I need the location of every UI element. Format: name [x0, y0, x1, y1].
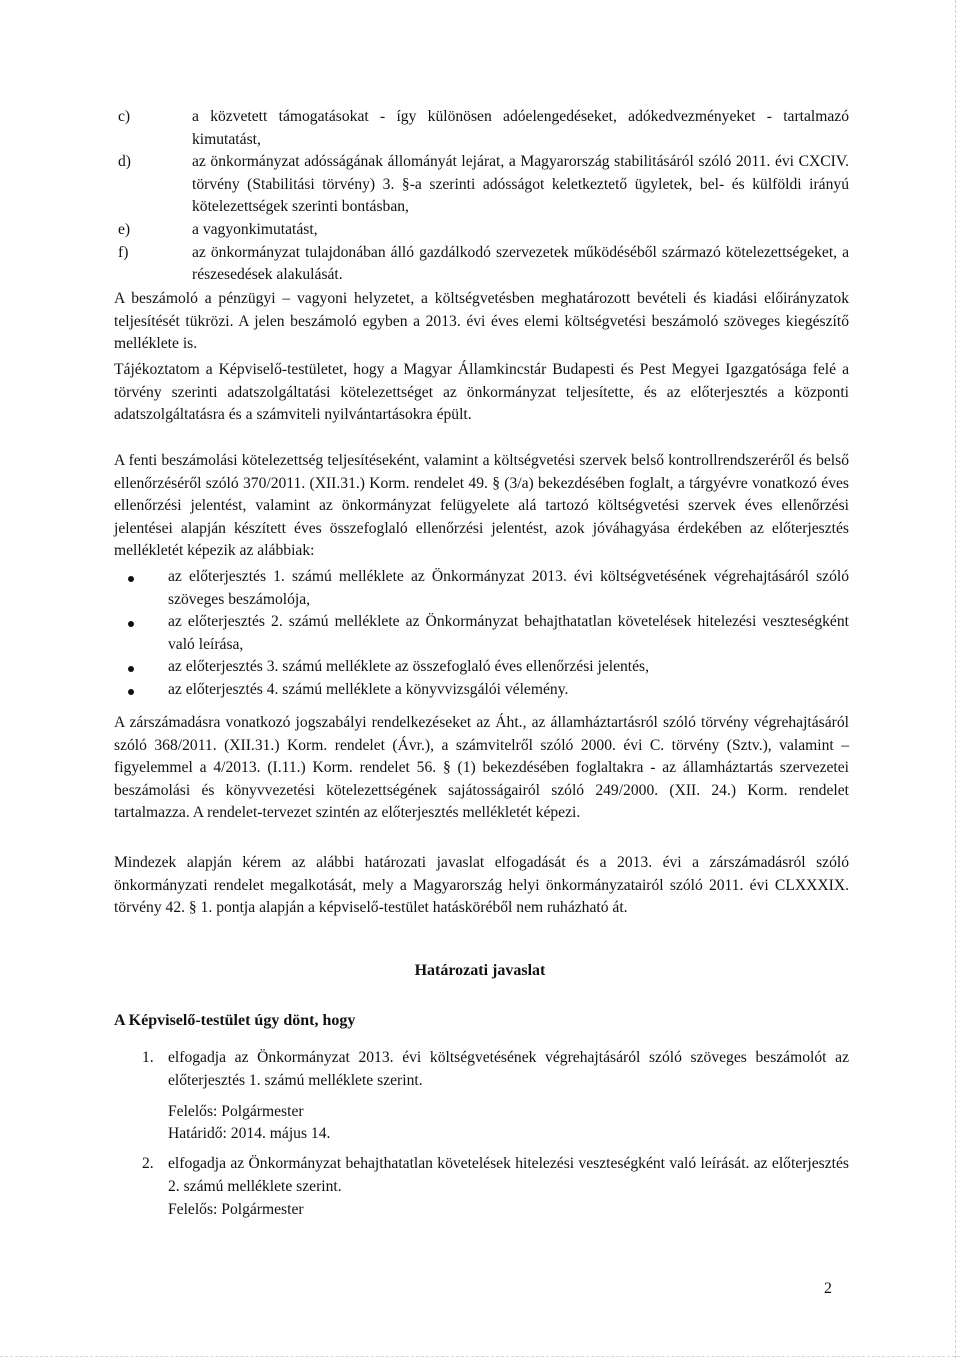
- decision-number: 2.: [142, 1155, 154, 1172]
- bullet-text: az előterjesztés 3. számú melléklete az összefoglaló éves ellenőrzési jelentés,: [168, 658, 650, 676]
- decision-deadline: Határidő: 2014. május 14.: [168, 1125, 331, 1142]
- decision-text: elfogadja az Önkormányzat 2013. évi költségvetésének végrehajtásáról szóló szöveges beszámolót az előterjesztés 1. számú melléklete szerint.: [168, 1049, 849, 1089]
- attachment-list: [114, 566, 849, 702]
- scan-edge-line: [955, 0, 956, 1358]
- list-item: [114, 656, 849, 679]
- decision-responsible: Felelős: Polgármester: [168, 1201, 304, 1218]
- bullet-icon: [128, 576, 134, 582]
- bullet-text: az előterjesztés 1. számú melléklete az Önkormányzat 2013. évi költségvetésének végrehajtásáról szóló szöveges beszámolója,: [168, 568, 849, 608]
- decision-item: [114, 1047, 849, 1092]
- decision-intro: A Képviselő-testület úgy dönt, hogy: [114, 1012, 356, 1029]
- bullet-icon: [128, 666, 134, 672]
- list-item: [114, 219, 849, 242]
- list-item: [114, 611, 849, 656]
- section-heading: Határozati javaslat: [414, 962, 546, 979]
- decision-responsible: Felelős: Polgármester: [168, 1103, 304, 1120]
- paragraph-request: Mindezek alapján kérem az alábbi határozati javaslat elfogadását és a 2013. évi a zárszámadásról szóló önkormányzati rendelet megalkotását, mely a Magyarország helyi önkormányzatairól szóló 2011. évi CLXXXIX. törvény 42. § 1. pontja alapján a képviselő-testület hatásköréből nem ruházható át.: [114, 854, 849, 917]
- list-text: az önkormányzat adósságának állományát lejárat, a Magyarország stabilitásáról szóló 2011. évi CXCIV. törvény (Stabilitási törvény) 3. §-a szerinti adósságot keletkeztető ügyletek, bel- és külföldi irányú kötelezettségek szerinti bontásban,: [192, 153, 849, 216]
- list-marker: f): [118, 243, 129, 261]
- list-marker: e): [118, 220, 131, 238]
- decision-text: elfogadja az Önkormányzat behajthatatlan követelések hitelezési veszteségként való leírását. az előterjesztés 2. számú melléklete szerint.: [168, 1155, 849, 1195]
- paragraph-report-summary: A beszámoló a pénzügyi – vagyoni helyzetet, a költségvetésben meghatározott bevételi és kiadási előirányzatok teljesítését tükrözi. A jelen beszámoló egyben a 2013. évi éves elemi költségvetési beszámoló szöveges kiegészítő melléklete is.: [114, 290, 849, 353]
- paragraph-obligation: A fenti beszámolási kötelezettség teljesítéseként, valamint a költségvetési szervek belső kontrollrendszeréről és belső ellenőrzéséről szóló 370/2011. (XII.31.) Korm. rendelet 49. § (3/a) bekezdésében foglalt, a tárgyévre vonatkozó éves ellenőrzési jelentést, valamint az önkormányzat felügyelete alá tartozó költségvetési szervek éves ellenőrzési jelentései alapján készített éves összefoglaló ellenőrzési jelentést, azok jóváhagyása érdekében az előterjesztés mellékletét képezik az alábbiak:: [114, 452, 849, 560]
- list-item: [114, 242, 849, 287]
- bullet-text: az előterjesztés 2. számú melléklete az Önkormányzat behajthatatlan követelések hitelezési veszteségként való leírása,: [168, 613, 849, 653]
- list-text: a közvetett támogatásokat - így különösen adóelengedéseket, adókedvezményeket - tartalmazó kimutatást,: [192, 108, 849, 148]
- scan-bottom-line: [0, 1356, 960, 1357]
- paragraph-treasury-info: Tájékoztatom a Képviselő-testületet, hogy a Magyar Államkincstár Budapesti és Pest Megyei Igazgatósága felé a törvény szerinti adatszolgáltatási kötelezettséget az önkormányzat teljesítette, és az előterjesztés a központi adatszolgáltatásra és a számviteli nyilvántartásokra épült.: [114, 361, 849, 424]
- list-item: [114, 566, 849, 611]
- list-marker: d): [118, 153, 131, 171]
- bullet-icon: [128, 621, 134, 627]
- list-item: [114, 151, 849, 219]
- paragraph-legal-basis: A zárszámadásra vonatkozó jogszabályi rendelkezéseket az Áht., az államháztartásról szóló törvény végrehajtásáról szóló 368/2011. (XII.31.) Korm. rendelet (Ávr.), a számvitelről szóló 2000. évi C. törvény (Sztv.), valamint – figyelemmel a 4/2013. (I.11.) Korm. rendelet 56. § (1) bekezdésében foglaltakra - az államháztartás szervezetei beszámolási és könyvvezetési kötelezettségének sajátosságairól szóló 249/2000. (XII. 24.) Korm. rendelet tartalmazza. A rendelet-tervezet szintén az előterjesztés mellékletét képezi.: [114, 714, 849, 822]
- bullet-icon: [128, 689, 134, 695]
- decision-item: [114, 1153, 849, 1198]
- page-number: 2: [824, 1280, 832, 1297]
- list-marker: c): [118, 108, 131, 125]
- lettered-list: [114, 106, 849, 287]
- list-item: [114, 679, 849, 702]
- list-text: a vagyonkimutatást,: [192, 220, 318, 238]
- list-text: az önkormányzat tulajdonában álló gazdálkodó szervezetek működéséből származó kötelezettségeket, a részesedések alakulását.: [192, 243, 849, 284]
- decision-number: 1.: [142, 1049, 154, 1066]
- list-item: [114, 106, 849, 151]
- bullet-text: az előterjesztés 4. számú melléklete a könyvvizsgálói vélemény.: [168, 680, 569, 698]
